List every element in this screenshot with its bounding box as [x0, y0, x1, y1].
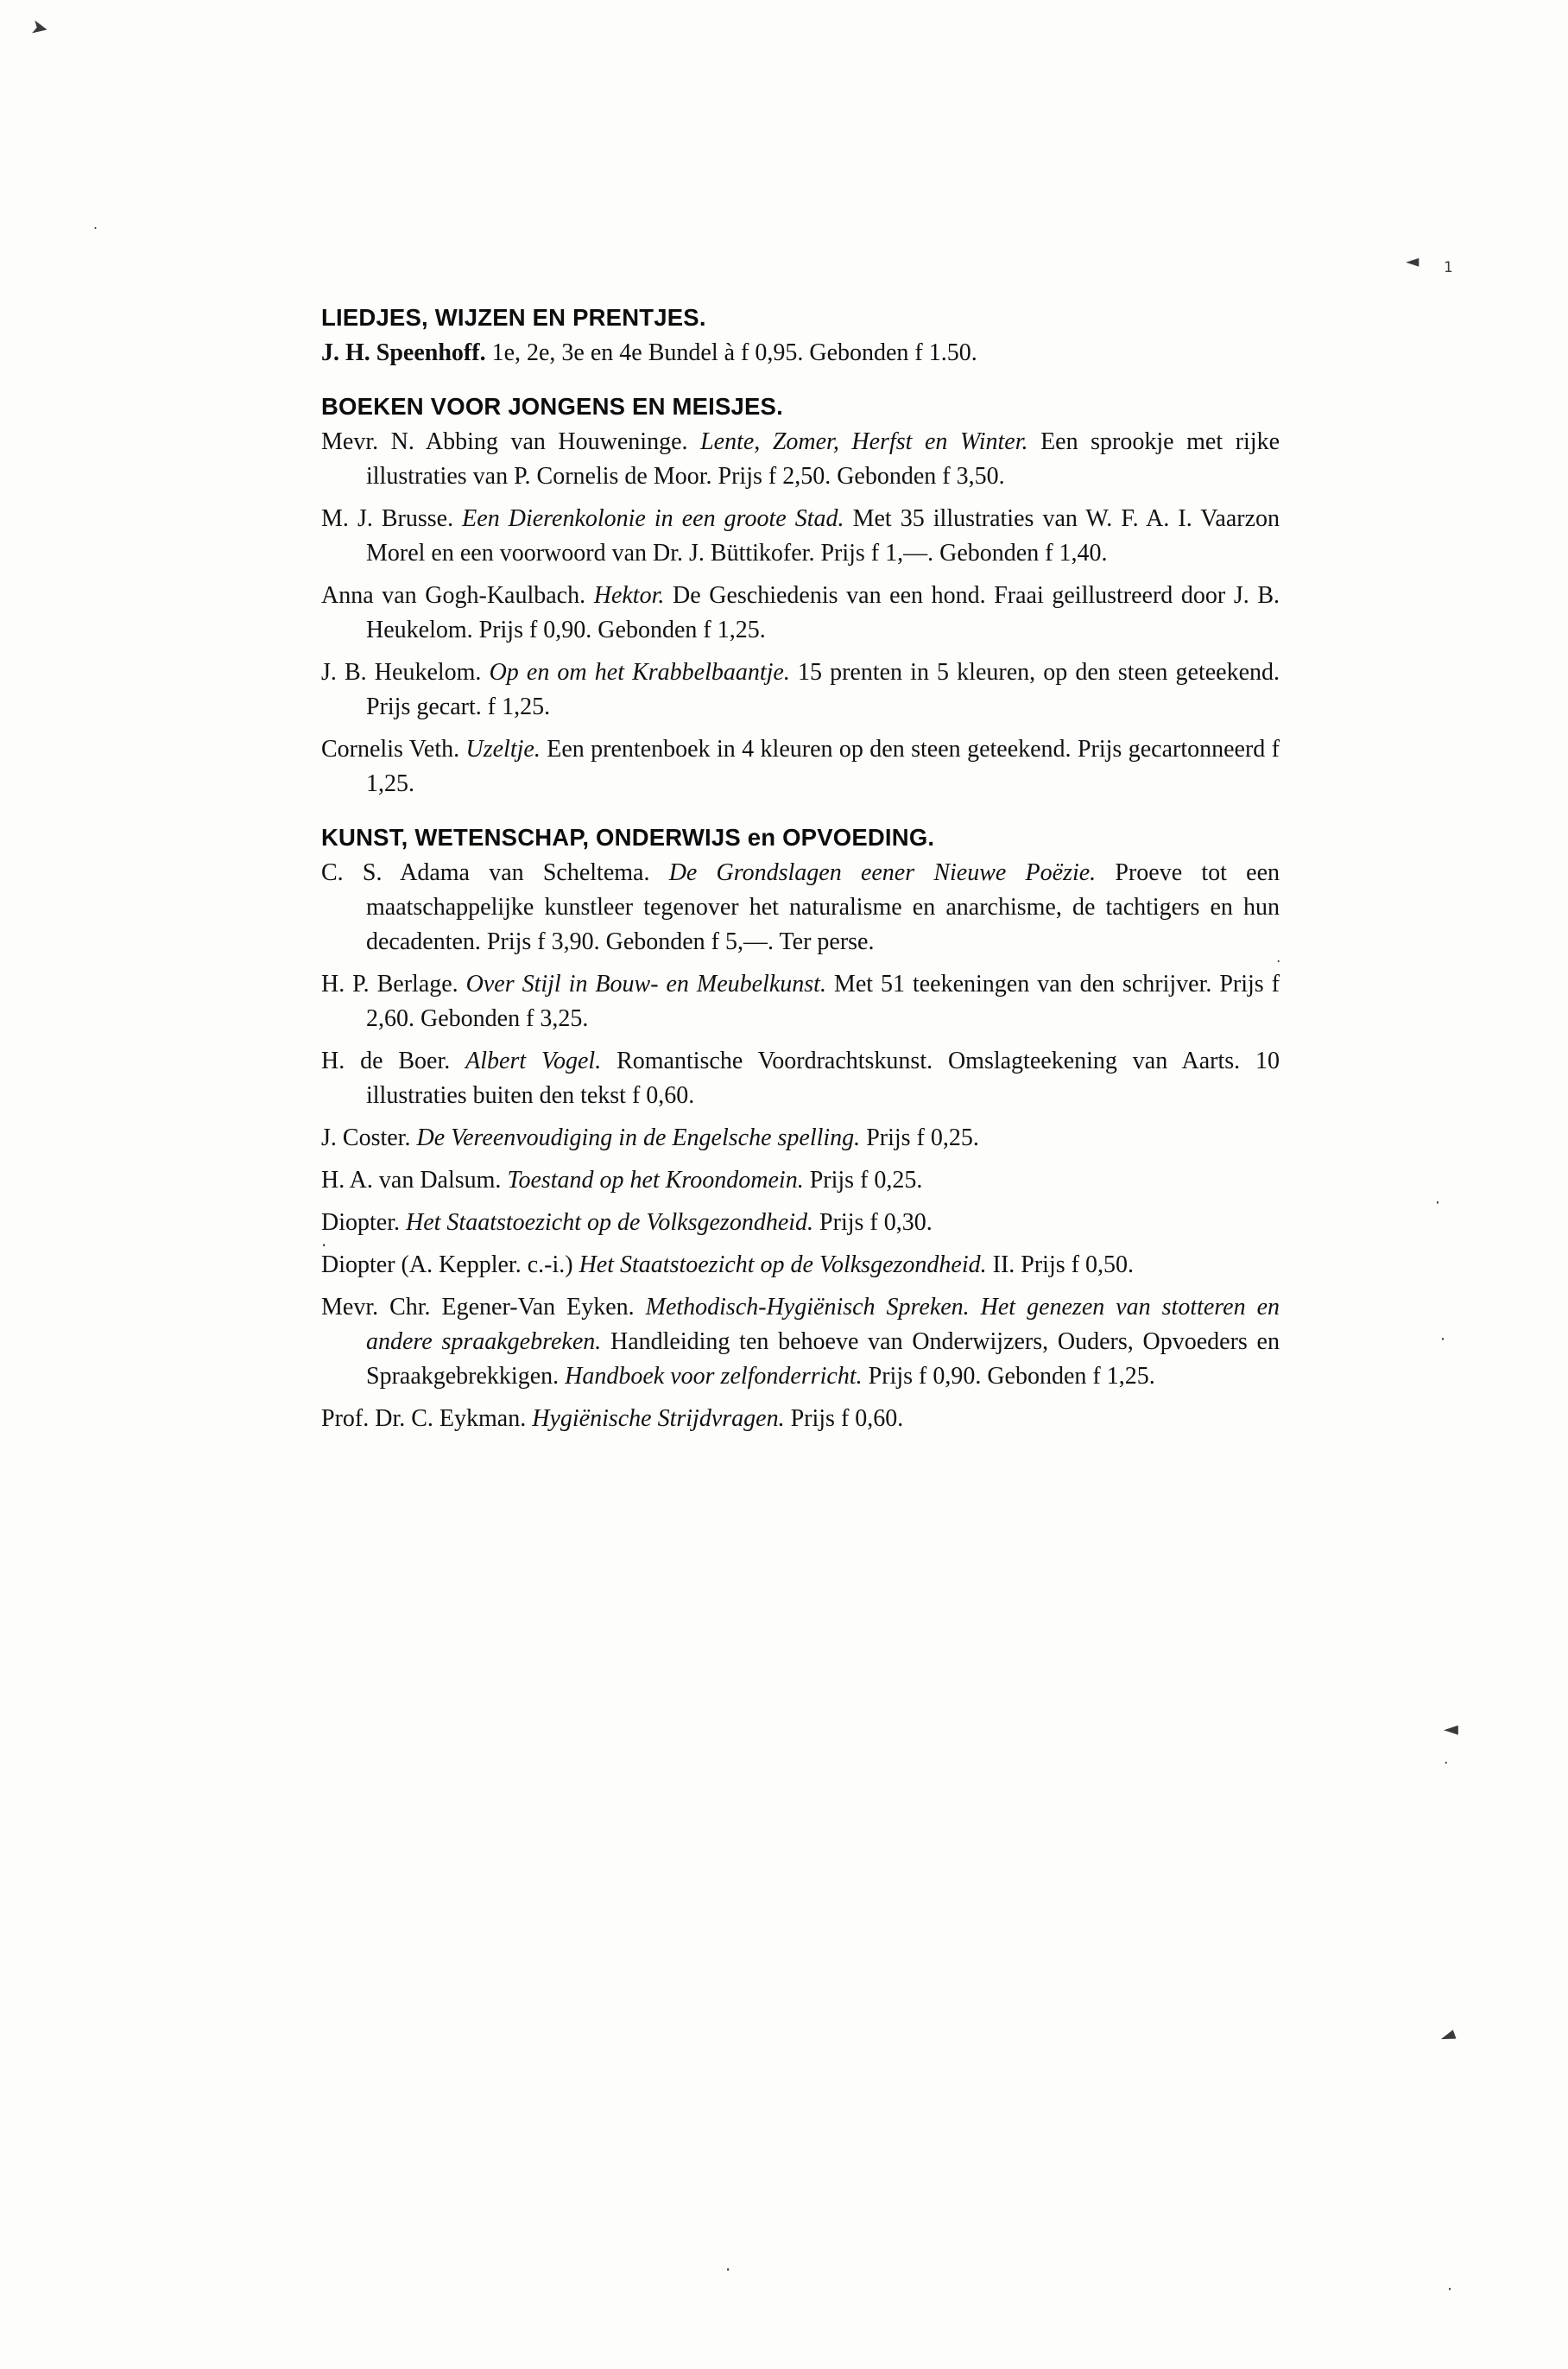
- margin-mark-left-upper: .: [93, 216, 98, 232]
- entry-author: Prof. Dr. C. Eykman.: [321, 1405, 527, 1432]
- entry-text: 1e, 2e, 3e en 4e Bundel à f 0,95. Gebonden f 1.50.: [491, 339, 977, 366]
- entry-author: Cornelis Veth.: [321, 736, 460, 763]
- margin-mark-bottom-center: ·: [725, 2259, 731, 2280]
- entry-author: J. B. Heukelom.: [321, 659, 482, 686]
- catalogue-entry-van-dalsum: [321, 1163, 1280, 1198]
- entry-title: De Vereenvoudiging in de Engelsche spelling.: [416, 1124, 861, 1151]
- entry-text: 15 prenten in 5 kleuren, op den steen geteekend. Prijs gecart. f 1,25.: [366, 659, 1280, 720]
- entry-text-secondary: Prijs f 0,90. Gebonden f 1,25.: [868, 1363, 1155, 1390]
- catalogue-entry-veth: [321, 732, 1280, 801]
- entry-author: Diopter.: [321, 1209, 400, 1236]
- entry-author: Mevr. N. Abbing van Houweninge.: [321, 428, 688, 455]
- catalogue-entry-diopter-1: [321, 1206, 1280, 1240]
- catalogue-entry-speenhoff: [321, 336, 1280, 371]
- entry-text: Een prentenboek in 4 kleuren op den steen geteekend. Prijs gecartonneerd f 1,25.: [366, 736, 1280, 797]
- margin-mark-right-lower: ◄: [1444, 1719, 1458, 1740]
- entry-title: Lente, Zomer, Herfst en Winter.: [700, 428, 1028, 455]
- entry-title: Het Staatstoezicht op de Volksgezondheid.: [579, 1251, 987, 1278]
- entry-author: C. S. Adama van Scheltema.: [321, 859, 650, 886]
- entry-text: Met 35 illustraties van W. F. A. I. Vaarzon Morel en een voorwoord van Dr. J. Büttikofer. Prijs f 1,—. Gebonden f 1,40.: [366, 505, 1280, 567]
- entry-title: Over Stijl in Bouw- en Meubelkunst.: [465, 971, 826, 998]
- entry-text: Een sprookje met rijke illustraties van P. Cornelis de Moor. Prijs f 2,50. Gebonden f 3,50.: [366, 428, 1280, 490]
- entry-author: H. A. van Dalsum.: [321, 1167, 502, 1194]
- entry-title: Uzeltje.: [465, 736, 541, 763]
- entry-text: Handleiding ten behoeve van Onderwijzers, Ouders, Opvoeders en Spraakgebrekkigen.: [366, 1328, 1280, 1390]
- entry-text: II. Prijs f 0,50.: [992, 1251, 1134, 1278]
- entry-title: Hektor.: [593, 582, 665, 609]
- margin-mark-right-bottom: ◄: [1437, 2023, 1458, 2049]
- margin-mark-right-lower-2: ·: [1444, 1755, 1449, 1772]
- catalogue-entry-heukelom: [321, 656, 1280, 725]
- entry-author: M. J. Brusse.: [321, 505, 454, 532]
- margin-mark-left-lower: ·: [321, 1235, 327, 1256]
- entry-author: Anna van Gogh-Kaulbach.: [321, 582, 586, 609]
- entry-text: De Geschiedenis van een hond. Fraai geillustreerd door J. B. Heukelom. Prijs f 0,90. Gebonden f 1,25.: [366, 582, 1280, 643]
- entry-text: Prijs f 0,30.: [819, 1209, 933, 1236]
- catalogue-entry-adama-van-scheltema: [321, 856, 1280, 960]
- section-heading-liedjes: LIEDJES, WIJZEN EN PRENTJES.: [321, 304, 706, 331]
- catalogue-entry-diopter-2: [321, 1248, 1280, 1283]
- entry-text: Met 51 teekeningen van den schrijver. Prijs f 2,60. Gebonden f 3,25.: [366, 971, 1280, 1032]
- entry-author: Mevr. Chr. Egener-Van Eyken.: [321, 1294, 635, 1321]
- entry-title: Hygiënische Strijdvragen.: [532, 1405, 785, 1432]
- entry-author: J. Coster.: [321, 1124, 411, 1151]
- entry-text: Prijs f 0,60.: [790, 1405, 904, 1432]
- entry-text: Proeve tot een maatschappelijke kunstleer tegenover het naturalisme en anarchisme, de tachtigers en hun decadenten. Prijs f 3,90. Gebonden f 5,—. Ter perse.: [366, 859, 1280, 955]
- entry-title: Op en om het Krabbelbaantje.: [489, 659, 790, 686]
- entry-title: Het Staatstoezicht op de Volksgezondheid.: [406, 1209, 814, 1236]
- entry-text: Prijs f 0,25.: [866, 1124, 979, 1151]
- margin-mark-right-upper: ◄: [1406, 250, 1419, 271]
- catalogue-entry-berlage: [321, 967, 1280, 1036]
- section-heading-kunst: KUNST, WETENSCHAP, ONDERWIJS en OPVOEDING.: [321, 824, 935, 851]
- catalogue-body: [321, 304, 1280, 1444]
- catalogue-entry-coster: [321, 1121, 1280, 1156]
- entry-title: De Grondslagen eener Nieuwe Poëzie.: [668, 859, 1097, 886]
- margin-mark-right-mid: ·: [1435, 1194, 1441, 1213]
- margin-mark-inline: ·: [1276, 953, 1281, 971]
- entry-title: Methodisch-Hygiënisch Spreken. Het genezen van stotteren en andere spraakgebreken.: [366, 1294, 1280, 1355]
- catalogue-entry-gogh-kaulbach: [321, 579, 1280, 648]
- catalogue-entry-abbing: [321, 425, 1280, 494]
- catalogue-entry-egener-van-eyken: [321, 1290, 1280, 1394]
- section-heading-boeken: BOEKEN VOOR JONGENS EN MEISJES.: [321, 393, 783, 420]
- margin-mark-right-upper-2: 1: [1444, 259, 1453, 276]
- catalogue-entry-eykman: [321, 1402, 1280, 1436]
- entry-title: Toestand op het Kroondomein.: [507, 1167, 804, 1194]
- entry-author: J. H. Speenhoff.: [321, 339, 486, 366]
- margin-mark-right-bottom-2: ·: [1447, 2280, 1453, 2299]
- catalogue-entry-de-boer: [321, 1044, 1280, 1113]
- entry-title-secondary: Handboek voor zelfonderricht.: [565, 1363, 863, 1390]
- entry-title: Een Dierenkolonie in een groote Stad.: [462, 505, 844, 532]
- entry-author: H. de Boer.: [321, 1048, 451, 1074]
- margin-mark-top-left: ➤: [28, 14, 51, 41]
- entry-text: Prijs f 0,25.: [809, 1167, 923, 1194]
- entry-author: H. P. Berlage.: [321, 971, 458, 998]
- entry-text: Romantische Voordrachtskunst. Omslagteekening van Aarts. 10 illustraties buiten den tekst f 0,60.: [366, 1048, 1280, 1109]
- margin-mark-right-mid-2: ·: [1440, 1330, 1446, 1349]
- entry-title: Albert Vogel.: [465, 1048, 602, 1074]
- catalogue-entry-brusse: [321, 502, 1280, 571]
- entry-author: Diopter (A. Keppler. c.-i.): [321, 1251, 573, 1278]
